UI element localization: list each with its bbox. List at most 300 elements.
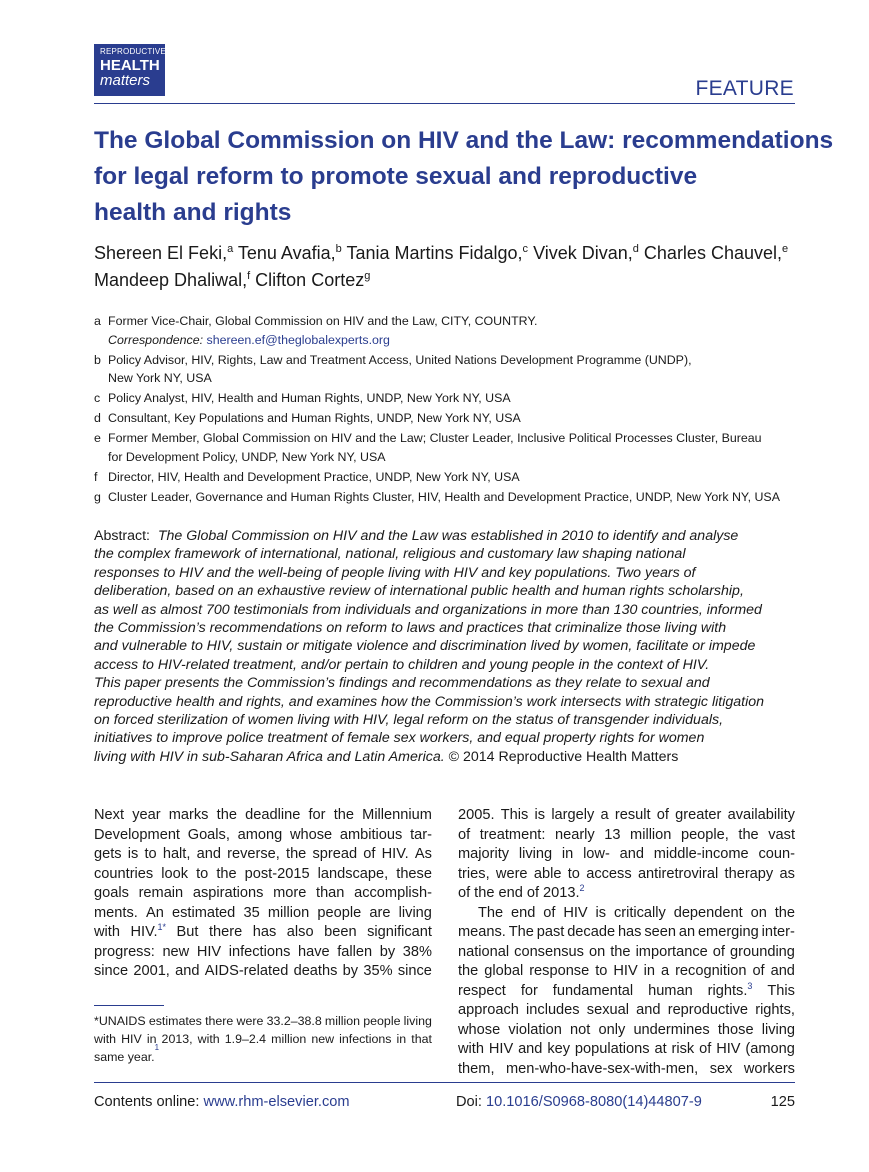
body-word: progress: bbox=[94, 943, 155, 960]
body-word: The bbox=[478, 904, 504, 921]
footnote-word: *UNAIDS bbox=[94, 1014, 146, 1028]
doi-link[interactable]: 10.1016/S0968-8080(14)44807-9 bbox=[486, 1094, 702, 1110]
title-line: The Global Commission on HIV and the Law: recommendations bbox=[94, 127, 834, 154]
citation-reference[interactable]: 2 bbox=[579, 883, 585, 893]
affiliation-text: Cluster Leader, Governance and Human Rights Cluster, HIV, Health and Development Practice, UNDP, New York NY, USA bbox=[108, 489, 780, 504]
body-word: the bbox=[286, 846, 307, 862]
body-word: fundamental bbox=[552, 982, 634, 999]
journal-url-link[interactable]: www.rhm-elsevier.com bbox=[203, 1094, 350, 1110]
correspondence-line bbox=[108, 331, 804, 350]
body-word: been bbox=[324, 924, 357, 940]
abstract-label: Abstract: bbox=[94, 528, 150, 544]
body-word: also bbox=[286, 924, 314, 940]
author-name: Shereen El Feki, bbox=[94, 243, 228, 263]
body-word: response bbox=[529, 963, 590, 979]
body-line bbox=[458, 904, 795, 924]
affiliation-text: Consultant, Key Populations and Human Rights, UNDP, New York NY, USA bbox=[108, 411, 521, 426]
body-word: is bbox=[534, 807, 546, 823]
footnote-word: new bbox=[311, 1032, 335, 1046]
body-word: were bbox=[495, 865, 528, 882]
body-word: a bbox=[600, 807, 609, 823]
section-label: FEATURE bbox=[695, 77, 794, 100]
body-word: means. bbox=[458, 924, 506, 940]
body-word: countries bbox=[94, 865, 154, 882]
affiliations bbox=[94, 312, 804, 508]
body-word: and bbox=[619, 846, 644, 862]
abstract-line: as well as almost 700 testimonials from individuals and organizations in more than 130 countries, informed bbox=[94, 601, 762, 618]
body-word: living bbox=[761, 1021, 795, 1038]
body-word: them, bbox=[458, 1060, 495, 1077]
logo-line-3: matters bbox=[100, 72, 151, 89]
body-word: populations bbox=[574, 1041, 650, 1057]
body-word: look bbox=[161, 865, 189, 882]
body-word: greater bbox=[675, 807, 722, 823]
author-mark: f bbox=[247, 270, 251, 282]
body-line bbox=[94, 806, 432, 826]
body-word: people, bbox=[680, 826, 729, 843]
author-name: Charles Chauvel, bbox=[643, 243, 782, 263]
body-word: among bbox=[237, 826, 283, 843]
body-word: to bbox=[567, 865, 580, 882]
author-list bbox=[94, 240, 804, 294]
body-word: significant bbox=[367, 924, 432, 940]
body-word: not bbox=[570, 1021, 591, 1038]
body-word: men-who-have-sex-with-men, bbox=[505, 1060, 699, 1077]
body-word: the bbox=[333, 807, 354, 823]
abstract-line: reproductive health and rights, and examines how the Commission’s work intersects with strategic litigation bbox=[94, 693, 765, 710]
affiliation-text: Former Vice-Chair, Global Commission on HIV and the Law, CITY, COUNTRY. bbox=[108, 314, 538, 328]
body-word: Goals, bbox=[187, 826, 230, 843]
affiliation-key: b bbox=[94, 352, 101, 367]
body-word: An bbox=[145, 904, 164, 921]
author-name: Tenu Avafia, bbox=[237, 243, 336, 263]
body-word: and bbox=[770, 963, 795, 979]
body-line bbox=[458, 923, 795, 943]
author-mark: e bbox=[782, 243, 789, 255]
citation-reference[interactable]: 3 bbox=[747, 980, 753, 991]
body-word: 13 bbox=[604, 826, 621, 843]
footnote-word: estimates bbox=[148, 1014, 202, 1028]
affiliation-key: e bbox=[94, 431, 101, 446]
abstract-line: the complex framework of international, national, religious and customary law shaping national bbox=[94, 546, 686, 563]
body-word: landscape, bbox=[317, 865, 389, 882]
affiliation-text: Policy Analyst, HIV, Health and Human Rights, UNDP, New York NY, USA bbox=[108, 391, 511, 406]
abstract-line: This paper presents the Commission’s findings and recommendations as they relate to sexual and bbox=[94, 675, 710, 692]
body-word: As bbox=[414, 846, 432, 862]
body-word: consensus bbox=[514, 943, 584, 960]
body-line bbox=[458, 1060, 795, 1080]
footnote-word: million bbox=[271, 1032, 307, 1046]
abstract-line: living with HIV in sub-Saharan Africa and Latin America. bbox=[94, 748, 445, 765]
body-line bbox=[458, 1040, 795, 1060]
body-word: largely bbox=[551, 807, 595, 823]
footnote-word: in bbox=[146, 1032, 157, 1046]
body-word: infections bbox=[228, 943, 291, 960]
footnote-divider bbox=[94, 1005, 164, 1006]
abstract-line: access to HIV-related treatment, and/or pertain to children and young people in the context of HIV. bbox=[94, 656, 710, 673]
body-word: The bbox=[508, 924, 534, 940]
body-line bbox=[458, 943, 795, 963]
footnote-line bbox=[94, 1043, 432, 1066]
article-title bbox=[94, 123, 834, 231]
body-word: the bbox=[216, 807, 237, 823]
body-word: risk bbox=[671, 1041, 695, 1057]
body-word: HIV bbox=[196, 943, 222, 960]
footnote-word: HIV bbox=[121, 1032, 142, 1046]
author-name: Vivek Divan, bbox=[533, 243, 633, 263]
body-line bbox=[458, 1001, 795, 1021]
body-word: undermines bbox=[633, 1021, 710, 1038]
body-word: the bbox=[610, 943, 631, 960]
body-word: the bbox=[474, 885, 495, 901]
page-number: 125 bbox=[770, 1094, 795, 1110]
body-word: have bbox=[297, 943, 330, 960]
body-word: 35 bbox=[243, 904, 260, 921]
author-mark: a bbox=[227, 243, 234, 255]
body-word: in bbox=[561, 846, 574, 862]
body-column-right bbox=[458, 806, 795, 1079]
body-word: is bbox=[127, 846, 139, 862]
body-word: nearly bbox=[554, 826, 595, 843]
body-word: by bbox=[342, 963, 359, 979]
body-word: 2005. bbox=[458, 807, 495, 823]
body-word: human bbox=[648, 982, 693, 999]
footnote-word: living bbox=[403, 1014, 432, 1028]
correspondence-label: Correspondence: bbox=[108, 332, 204, 347]
body-line bbox=[458, 865, 795, 885]
footnote-reference[interactable]: 1 bbox=[154, 1043, 160, 1052]
body-word: only bbox=[598, 1021, 626, 1038]
author-mark: c bbox=[522, 243, 529, 255]
body-word: critically bbox=[613, 904, 666, 921]
body-word: marks bbox=[168, 807, 209, 823]
footnote-word: 33.2–38.8 bbox=[266, 1014, 322, 1028]
logo-line-1: REPRODUCTIVE bbox=[100, 47, 166, 56]
body-word: 38% bbox=[402, 943, 432, 960]
body-word: This bbox=[767, 982, 795, 999]
body-word: sexual bbox=[586, 1002, 629, 1018]
affiliation-key: g bbox=[94, 489, 101, 504]
body-word: HIV. bbox=[381, 846, 409, 862]
body-word: HIV bbox=[563, 904, 588, 921]
contents-online bbox=[94, 1094, 350, 1110]
footnote-word: with bbox=[94, 1032, 117, 1046]
body-word: living bbox=[518, 846, 553, 862]
footnote bbox=[94, 1012, 432, 1066]
footnote-line bbox=[94, 1012, 432, 1030]
affiliation-item bbox=[94, 409, 804, 428]
title-line: health and rights bbox=[94, 199, 292, 226]
affiliation-key: f bbox=[94, 469, 98, 484]
body-word: on bbox=[750, 904, 767, 921]
abstract bbox=[94, 527, 796, 766]
body-word: at bbox=[654, 1041, 667, 1057]
body-word: ambitious bbox=[339, 826, 403, 843]
body-word: the bbox=[738, 826, 759, 843]
body-word: national bbox=[458, 943, 510, 960]
body-word: therapy bbox=[724, 865, 774, 882]
body-word: recognition bbox=[675, 963, 747, 979]
title-line: for legal reform to promote sexual and reproductive bbox=[94, 163, 698, 190]
affiliation-item bbox=[94, 429, 804, 466]
body-word: halt, bbox=[162, 846, 191, 862]
body-word: spread bbox=[312, 846, 358, 862]
body-line bbox=[458, 806, 795, 826]
body-word: availability bbox=[727, 807, 795, 823]
body-word: with bbox=[94, 924, 120, 940]
body-line bbox=[458, 884, 795, 904]
body-word: on bbox=[588, 943, 606, 960]
body-word: respect bbox=[458, 982, 506, 999]
body-word: seen bbox=[644, 924, 676, 940]
body-word: remain bbox=[138, 885, 184, 901]
body-word: middle-income bbox=[653, 846, 749, 862]
affiliation-text: for Development Policy, UNDP, New York NY, USA bbox=[108, 449, 386, 464]
body-word: million bbox=[630, 826, 672, 843]
author-name: Clifton Cortez bbox=[255, 270, 365, 290]
body-word: This bbox=[500, 807, 529, 823]
body-word: But bbox=[176, 924, 199, 940]
body-word: of bbox=[656, 807, 669, 823]
body-word: estimated bbox=[172, 904, 236, 921]
body-word: 2013.$^2$ bbox=[543, 883, 585, 901]
body-word: is bbox=[595, 904, 607, 921]
affiliation-key: a bbox=[94, 314, 101, 328]
body-word: reproductive bbox=[667, 1002, 749, 1018]
body-word: to bbox=[144, 846, 157, 862]
abstract-line: the Commission’s recommendations on reform to laws and practices that criminalize those living with bbox=[94, 620, 727, 637]
body-word: the bbox=[774, 904, 795, 921]
body-word: of bbox=[458, 826, 471, 843]
body-word: of bbox=[699, 1041, 712, 1057]
body-word: Development bbox=[94, 826, 180, 843]
body-word: there bbox=[208, 924, 243, 940]
author-mark: b bbox=[335, 243, 342, 255]
body-word: a bbox=[660, 963, 670, 979]
body-word: access bbox=[586, 865, 632, 882]
footnote-word: were bbox=[236, 1014, 264, 1028]
body-word: deadline bbox=[245, 807, 301, 823]
body-word: whose bbox=[458, 1021, 501, 1038]
body-word: decade bbox=[567, 924, 616, 940]
body-column-left bbox=[94, 806, 432, 982]
header-divider bbox=[94, 103, 795, 104]
abstract-line: responses to HIV and the well-being of people living with HIV and key populations. Two years of bbox=[94, 564, 696, 581]
body-word: more bbox=[273, 885, 307, 901]
body-word: whose bbox=[289, 826, 333, 843]
body-word: of bbox=[458, 885, 471, 901]
body-word: rights.$^3$ bbox=[707, 980, 753, 999]
body-word: deaths bbox=[293, 963, 338, 979]
affiliation-item bbox=[94, 468, 804, 487]
footer-divider bbox=[94, 1082, 795, 1083]
body-word: global bbox=[484, 963, 524, 979]
logo-line-2: HEALTH bbox=[100, 57, 160, 74]
body-word: and bbox=[196, 846, 221, 862]
body-word: and bbox=[175, 963, 200, 979]
body-word: goals bbox=[94, 885, 129, 901]
affiliation-text: Director, HIV, Health and Development Practice, UNDP, New York NY, USA bbox=[108, 469, 520, 484]
body-word: year bbox=[132, 807, 161, 823]
body-word: of bbox=[712, 943, 725, 960]
body-word: 2001, bbox=[133, 963, 170, 979]
footnote-word: that bbox=[411, 1032, 432, 1046]
body-word: approach bbox=[458, 1002, 519, 1018]
footnote-word: in bbox=[396, 1032, 407, 1046]
body-word: the bbox=[216, 865, 237, 882]
body-word: reverse, bbox=[227, 846, 280, 862]
body-word: of bbox=[543, 904, 556, 921]
body-word: people bbox=[317, 904, 362, 921]
body-line bbox=[458, 826, 795, 846]
body-line bbox=[94, 845, 432, 865]
body-line bbox=[94, 826, 432, 846]
body-word: to bbox=[196, 865, 209, 882]
body-word: 35% bbox=[363, 963, 393, 979]
body-word: ments. bbox=[94, 904, 138, 921]
body-word: past bbox=[536, 924, 565, 940]
footnote-line bbox=[94, 1030, 432, 1048]
footnote-word: 1.9–2.4 bbox=[224, 1032, 267, 1046]
affiliation-text: Policy Advisor, HIV, Rights, Law and Treatment Access, United Nations Development Programme (UNDP), bbox=[108, 352, 692, 367]
body-word: workers bbox=[743, 1060, 795, 1077]
body-word: has bbox=[252, 924, 277, 940]
body-word: are bbox=[369, 904, 391, 921]
author-mark: d bbox=[632, 243, 639, 255]
affiliation-item bbox=[94, 488, 804, 507]
body-line bbox=[94, 884, 432, 904]
body-word: for bbox=[520, 982, 538, 999]
affiliation-key: c bbox=[94, 391, 101, 406]
body-line bbox=[94, 865, 432, 885]
body-line bbox=[458, 845, 795, 865]
body-word: grounding bbox=[730, 943, 795, 960]
affiliation-item bbox=[94, 351, 804, 388]
abstract-line: on forced sterilization of women living with HIV, legal reform on the status of transgender individuals, bbox=[94, 712, 724, 729]
body-word: coun- bbox=[758, 846, 795, 862]
body-word: million bbox=[267, 904, 310, 921]
body-word: in bbox=[643, 963, 655, 979]
body-word: and bbox=[636, 1002, 661, 1018]
body-word: with bbox=[458, 1041, 484, 1057]
body-word: living bbox=[398, 904, 432, 921]
body-word: those bbox=[717, 1021, 754, 1038]
affiliation-text: New York NY, USA bbox=[108, 371, 212, 386]
body-word: importance bbox=[635, 943, 708, 960]
body-word: treatment: bbox=[479, 826, 546, 843]
footnote-text: same year. bbox=[94, 1050, 155, 1064]
body-word: HIV.$^{1*}$ bbox=[130, 922, 167, 940]
body-word: has bbox=[617, 924, 642, 940]
author-mark: g bbox=[364, 270, 371, 282]
body-word: inter- bbox=[761, 924, 795, 940]
copyright-notice: © 2014 Reproductive Health Matters bbox=[448, 748, 679, 765]
doi-label: Doi: bbox=[456, 1094, 482, 1110]
body-word: tar- bbox=[410, 826, 432, 843]
body-word: by bbox=[379, 943, 396, 960]
body-word: post-2015 bbox=[244, 865, 310, 882]
contents-label: Contents online: bbox=[94, 1094, 200, 1110]
body-word: majority bbox=[458, 846, 510, 862]
body-word: to bbox=[595, 963, 608, 979]
affiliation-key: d bbox=[94, 411, 101, 426]
footnote-word: 2013, bbox=[161, 1032, 193, 1046]
footnote-word: people bbox=[363, 1014, 401, 1028]
body-word: vast bbox=[768, 826, 795, 843]
body-word: end bbox=[498, 885, 523, 901]
body-word: Millennium bbox=[362, 807, 432, 823]
body-word: of bbox=[526, 885, 539, 901]
abstract-line: initiatives to improve police treatment of female sex workers, and equal property rights for women bbox=[94, 730, 705, 747]
body-word: Next bbox=[94, 807, 125, 823]
body-line bbox=[458, 1021, 795, 1041]
abstract-line: and vulnerable to HIV, sustain or mitigate violence and discrimination lived by women, facilitate or impede bbox=[94, 638, 756, 655]
body-word: an bbox=[678, 924, 696, 940]
body-line bbox=[458, 962, 795, 982]
body-word: antiretroviral bbox=[637, 865, 719, 882]
body-word: and bbox=[518, 1041, 543, 1057]
body-word: includes bbox=[526, 1002, 580, 1018]
body-line bbox=[94, 962, 432, 982]
body-line bbox=[94, 923, 432, 943]
body-word: new bbox=[162, 943, 190, 960]
affiliation-text: Former Member, Global Commission on HIV and the Law; Cluster Leader, Inclusive Political Processes Cluster, Bureau bbox=[108, 431, 762, 446]
abstract-line: deliberation, based on an exhaustive review of international public health and human rights scholarship, bbox=[94, 583, 744, 600]
body-word: as bbox=[779, 865, 795, 882]
journal-logo bbox=[94, 44, 165, 96]
body-word: rights, bbox=[755, 1002, 795, 1018]
body-word: tries, bbox=[458, 865, 490, 882]
body-word: HIV bbox=[613, 963, 638, 979]
body-word: than bbox=[316, 885, 345, 901]
body-word: since bbox=[94, 963, 129, 979]
body-word: the bbox=[458, 963, 479, 979]
body-word: violation bbox=[508, 1021, 562, 1038]
body-word: fallen bbox=[337, 943, 373, 960]
body-word: for bbox=[308, 807, 326, 823]
body-word: since bbox=[397, 963, 432, 979]
body-line bbox=[458, 982, 795, 1002]
body-word: result bbox=[614, 807, 651, 823]
affiliation-item bbox=[94, 312, 804, 349]
body-word: HIV bbox=[716, 1041, 741, 1057]
body-word: able bbox=[533, 865, 562, 882]
body-word: HIV bbox=[488, 1041, 514, 1057]
correspondence-email-link[interactable]: shereen.ef@theglobalexperts.org bbox=[206, 332, 390, 347]
body-word: key bbox=[547, 1041, 571, 1057]
affiliation-item bbox=[94, 389, 804, 408]
footnote-word: million bbox=[324, 1014, 361, 1028]
footnote-word: with bbox=[197, 1032, 220, 1046]
body-word: emerging bbox=[697, 924, 759, 940]
body-word: low- bbox=[583, 846, 610, 862]
body-line bbox=[94, 904, 432, 924]
body-word: these bbox=[396, 865, 432, 882]
body-line bbox=[94, 943, 432, 963]
body-word: (among bbox=[745, 1041, 795, 1057]
doi bbox=[456, 1094, 702, 1110]
body-word: of bbox=[363, 846, 376, 862]
body-word: end bbox=[511, 904, 536, 921]
body-word: gets bbox=[94, 846, 122, 862]
citation-reference[interactable]: 1* bbox=[157, 922, 167, 932]
body-word: of bbox=[752, 963, 765, 979]
author-name: Mandeep Dhaliwal, bbox=[94, 270, 248, 290]
body-word: dependent bbox=[673, 904, 743, 921]
footnote-word: there bbox=[205, 1014, 234, 1028]
author-name: Tania Martins Fidalgo, bbox=[346, 243, 523, 263]
abstract-line: The Global Commission on HIV and the Law was established in 2010 to identify and analyse bbox=[157, 528, 739, 544]
